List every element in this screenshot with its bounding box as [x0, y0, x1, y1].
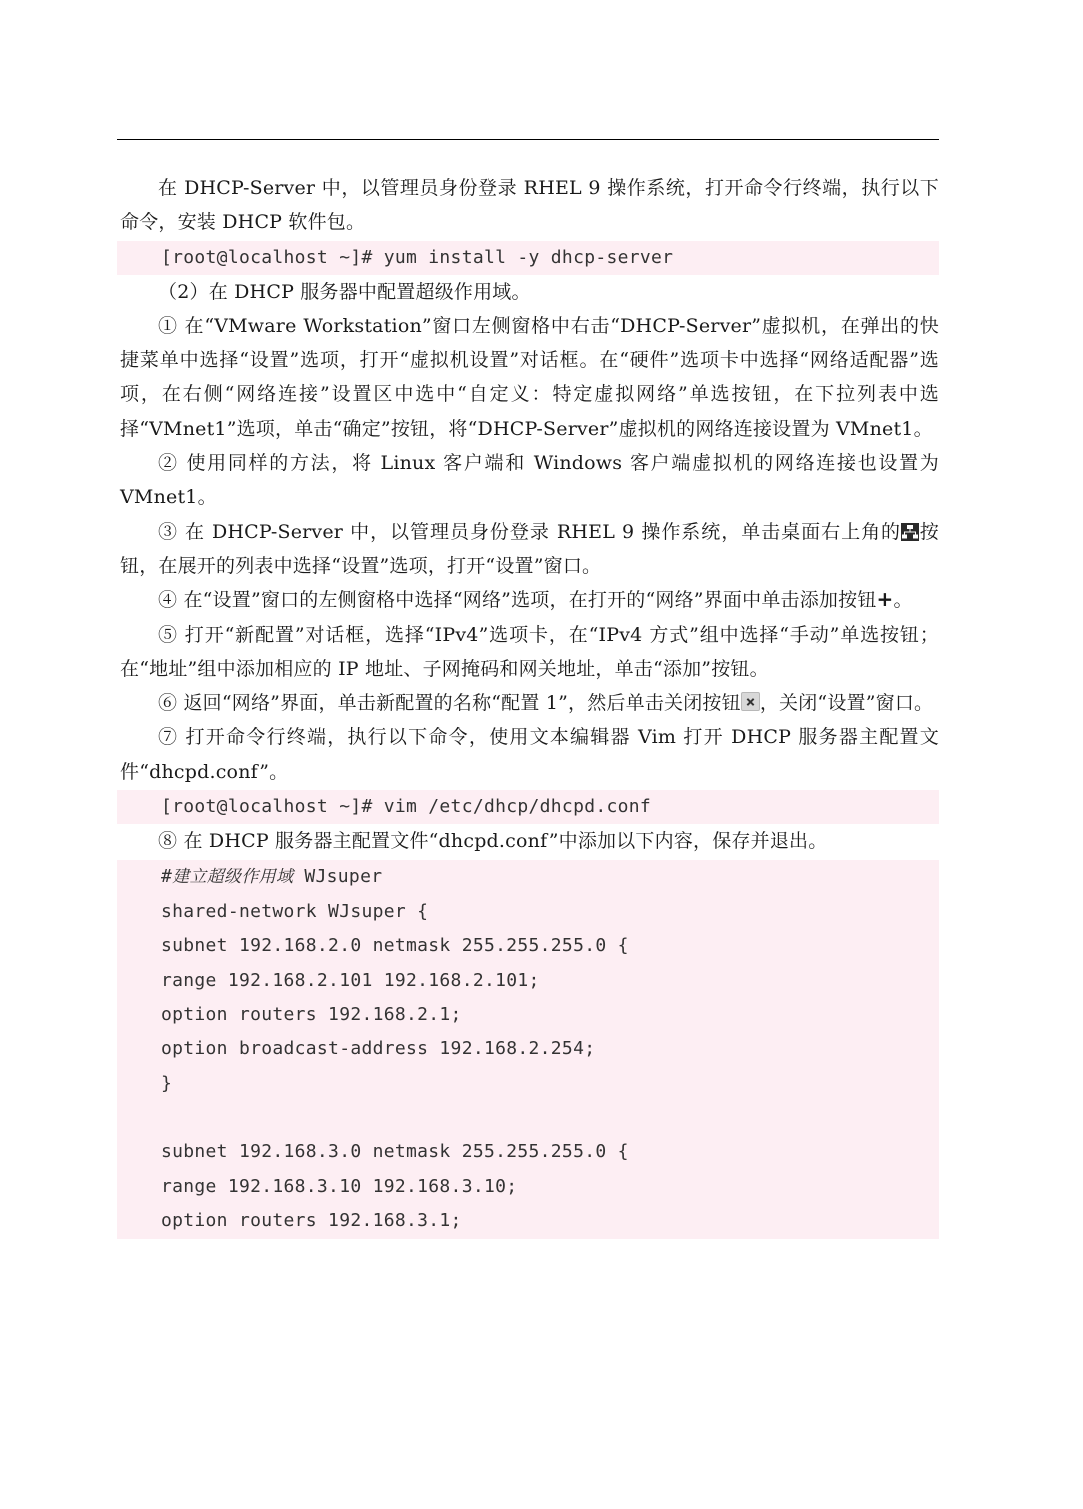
step-4-text-a: ④ 在“设置”窗口的左侧窗格中选择“网络”选项，在打开的“网络”界面中单击添加按钮	[158, 589, 877, 612]
paragraph-step-7: ⑦ 打开命令行终端，执行以下命令，使用文本编辑器 Vim 打开 DHCP 服务器主配置文件“dhcpd.conf”。	[120, 726, 939, 783]
content-body	[120, 168, 939, 1239]
config-code-block	[117, 860, 939, 1238]
step-6-text-b: ，关闭“设置”窗口。	[759, 692, 934, 715]
code-line	[161, 1101, 939, 1135]
code-line: shared-network WJsuper {	[161, 900, 429, 922]
step-4-text-b: 。	[893, 589, 913, 612]
code-line: range 192.168.2.101 192.168.2.101;	[161, 969, 540, 991]
code-comment-hash: #	[161, 866, 173, 888]
paragraph-step-8: ⑧ 在 DHCP 服务器主配置文件“dhcpd.conf”中添加以下内容，保存并退出。	[158, 830, 828, 853]
close-icon	[741, 692, 760, 711]
plus-icon: +	[876, 587, 894, 612]
code-comment-tail: WJsuper	[293, 866, 383, 888]
code-line: subnet 192.168.2.0 netmask 255.255.255.0 {	[161, 935, 629, 957]
step-3-text-a: ③ 在 DHCP-Server 中，以管理员身份登录 RHEL 9 操作系统，单击桌面右上角的	[158, 520, 902, 543]
code-line: range 192.168.3.10 192.168.3.10;	[161, 1175, 518, 1197]
network-icon	[901, 523, 919, 541]
header-rule	[117, 139, 939, 140]
command-yum-install: [root@localhost ~]# yum install -y dhcp-server	[117, 241, 939, 275]
code-line: subnet 192.168.3.0 netmask 255.255.255.0 {	[161, 1141, 629, 1163]
step-6-text-a: ⑥ 返回“网络”界面，单击新配置的名称“配置 1”，然后单击关闭按钮	[158, 692, 741, 715]
paragraph-section-2: （2）在 DHCP 服务器中配置超级作用域。	[158, 280, 531, 303]
code-line: }	[161, 1072, 173, 1094]
paragraph-step-2: ② 使用同样的方法，将 Linux 客户端和 Windows 客户端虚拟机的网络连接也设置为 VMnet1。	[120, 452, 939, 509]
code-line: option routers 192.168.2.1;	[161, 1003, 462, 1025]
paragraph-install-intro: 在 DHCP-Server 中，以管理员身份登录 RHEL 9 操作系统，打开命令行终端，执行以下命令，安装 DHCP 软件包。	[120, 177, 939, 234]
paragraph-step-6	[120, 686, 939, 720]
command-vim-open: [root@localhost ~]# vim /etc/dhcp/dhcpd.conf	[117, 790, 939, 824]
paragraph-step-3	[120, 515, 939, 584]
code-comment-cjk: 建立超级作用域	[172, 867, 294, 888]
paragraph-step-1: ① 在“VMware Workstation”窗口左侧窗格中右击“DHCP-Server”虚拟机，在弹出的快捷菜单中选择“设置”选项，打开“虚拟机设置”对话框。在“硬件”选项卡中选择“网络适配器”选项，在右侧“网络连接”设置区中选中“自定义：特定虚拟网络”单选按钮，在下拉列表中选择“VMnet1”选项，单击“确定”按钮，将“DHCP-Server”虚拟机的网络连接设置为 VMnet1。	[120, 314, 939, 440]
step-3-text-b: 按钮，在展开的列表中选择“设置”选项，打开“设置”窗口。	[120, 520, 940, 577]
code-comment-line	[161, 860, 939, 894]
code-line: option routers 192.168.3.1;	[161, 1210, 462, 1232]
paragraph-step-5: ⑤ 打开“新配置”对话框，选择“IPv4”选项卡，在“IPv4 方式”组中选择“手动”单选按钮；在“地址”组中添加相应的 IP 地址、子网掩码和网关地址，单击“添加”按钮。	[120, 623, 939, 680]
code-line: option broadcast-address 192.168.2.254;	[161, 1038, 596, 1060]
paragraph-step-4	[120, 583, 939, 617]
